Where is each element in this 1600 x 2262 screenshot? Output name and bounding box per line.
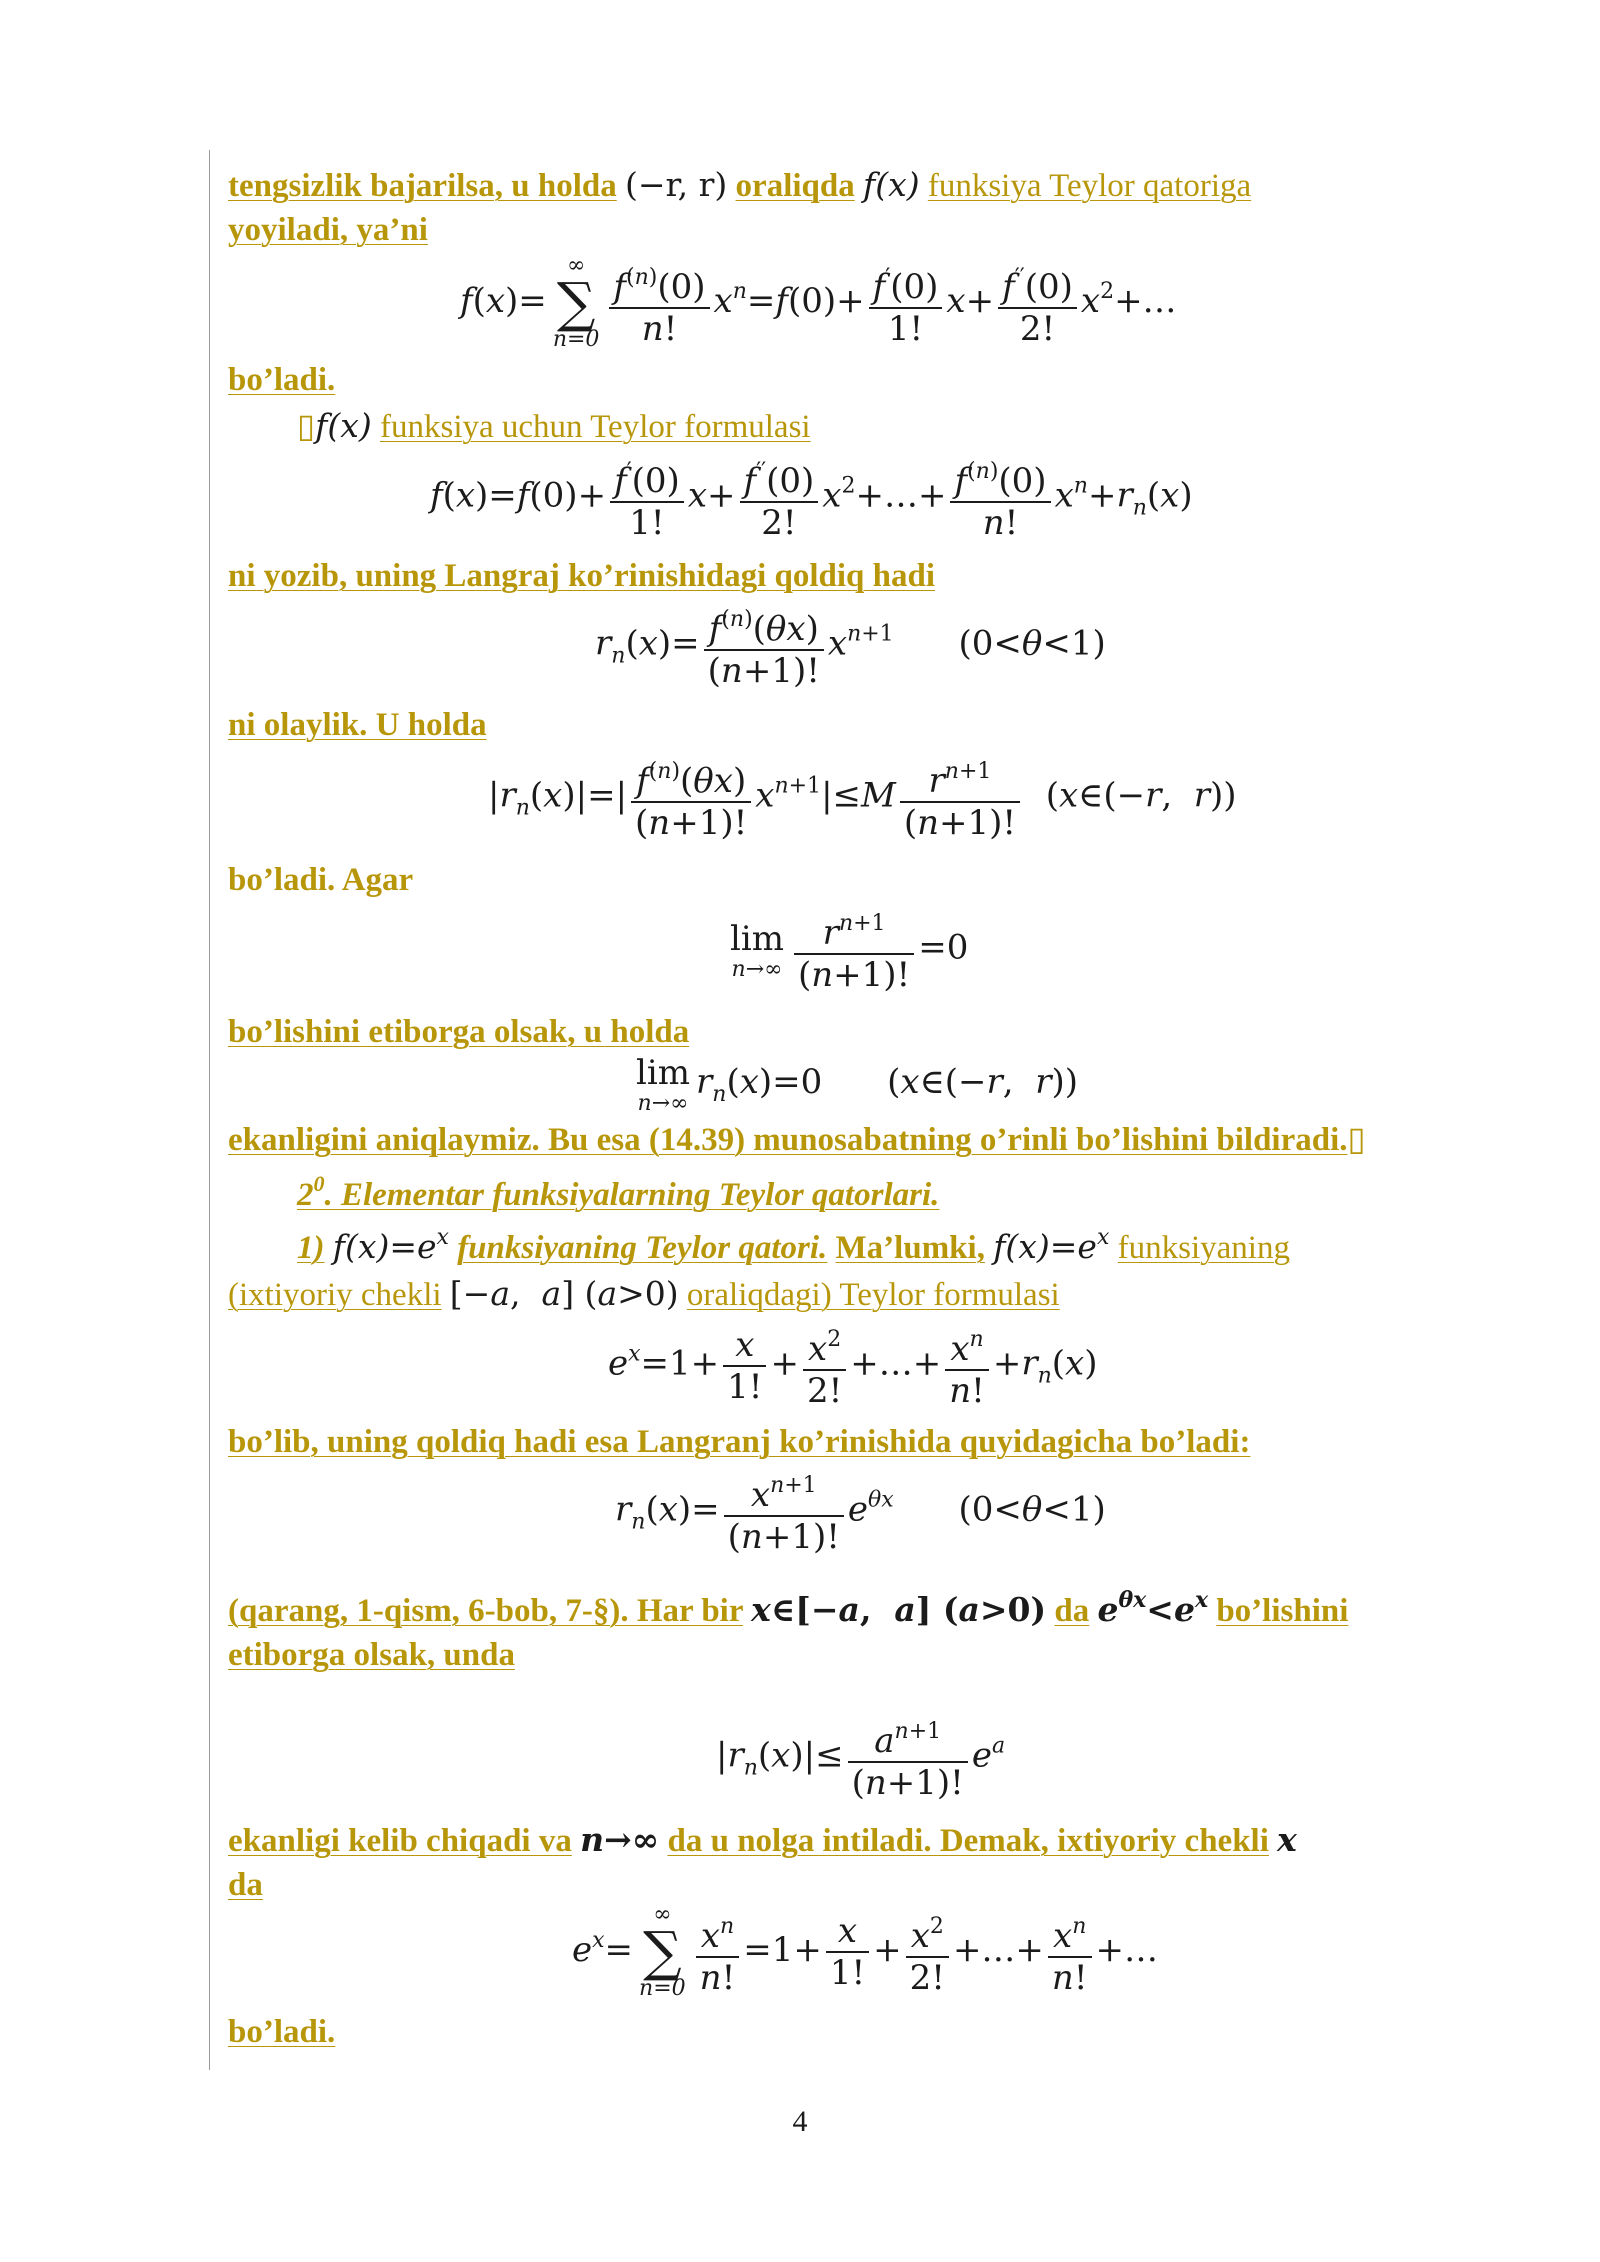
paragraph-5: bo’ladi. Agar	[228, 862, 414, 898]
text-boladi-2: bo’ladi.	[228, 2014, 336, 2050]
equation-exp-series: $e^x=$ ∞ ∑ n=0 $\frac{x^n}{n!}$ =1+ $\frac{x}{1!}$ + $\frac{x^2}{2!}$ +…+ $\frac{x^n}{n!}$ +…	[572, 1902, 1158, 2001]
paragraph-11: ekanligi kelib chiqadi va n→∞ da u nolga intiladi. Demak, ixtiyoriy chekli x da	[228, 1820, 1297, 1903]
equation-exp-remainder: $r_n(x)=$ $\frac{x^{n+1}}{(n+1)!}$ $e^{\theta x}$ (0<θ<1)	[615, 1473, 1106, 1557]
page-number: 4	[792, 2105, 808, 2138]
paragraph-6: bo’lishini etiborga olsak, u holda	[228, 1014, 690, 1050]
equation-remainder-bound: $|r_n(x)|=|$ $\frac{f^{(n)}(\theta x)}{(n+1)!}$ $x^{n+1}|\le M$ $\frac{r^{n+1}}{(n+1)!}$ (x∈(−r, r))	[488, 759, 1237, 843]
paragraph-2	[297, 404, 1477, 449]
text-boladi-1: bo’ladi.	[228, 362, 336, 398]
text-1b: oraliqda	[735, 168, 855, 204]
marker-box: ▯	[297, 409, 316, 445]
paragraph-1	[228, 163, 1480, 252]
paragraph-7: ekanligini aniqlaymiz. Bu esa (14.39) munosabatning o’rinli bo’lishini bildiradi.▯	[228, 1122, 1366, 1158]
equation-limit-1: lim n→∞ $\frac{r^{n+1}}{(n+1)!}$ =0	[730, 911, 969, 995]
section-heading: $2^0$. Elementar funksiyalarning Teylor qatorlari.	[297, 1171, 940, 1213]
paragraph-10: (qarang, 1-qism, 6-bob, 7-§). Har bir x∈[−a, a] (a>0) da $e^{\theta x}<e^x$ bo’lishini etiborga olsak, unda	[228, 1587, 1349, 1673]
equation-taylor-formula: f(x)=f(0)+ $\frac{f'(0)}{1!}$ x+ $\frac{f''(0)}{2!}$ $x^2+\dots+$ $\frac{f^{(n)}(0)}{n!}$ $x^n+r_n(x)$	[430, 459, 1193, 543]
equation-lagrange-remainder: $r_n(x)=$ $\frac{f^{(n)}(\theta x)}{(n+1)!}$ $x^{n+1}$ (0<θ<1)	[595, 607, 1106, 691]
equation-exp-bound: $|r_n(x)|\le$ $\frac{a^{n+1}}{(n+1)!}$ $e^a$	[716, 1719, 1006, 1803]
text-1c: funksiya Teylor qatoriga	[927, 168, 1252, 204]
paragraph-8b: (ixtiyoriy chekli [−a, a] (a>0) oraliqdagi) Teylor formulasi	[228, 1274, 1060, 1313]
paragraph-3: ni yozib, uning Langraj ko’rinishidagi qoldiq hadi	[228, 558, 936, 594]
equation-exp-formula: $e^x=1+$ $\frac{x}{1!}$ + $\frac{x^2}{2!}$ +…+ $\frac{x^n}{n!}$ $+r_n(x)$	[608, 1324, 1098, 1411]
interval-1: (−r, r)	[624, 165, 728, 204]
fx-1: f(x)	[863, 165, 920, 204]
text-2: funksiya uchun Teylor formulasi	[380, 409, 811, 445]
text-1a: tengsizlik bajarilsa, u holda	[228, 168, 617, 204]
paragraph-4: ni olaylik. U holda	[228, 707, 487, 743]
margin-line	[209, 150, 210, 2070]
fx-2: f(x)	[315, 406, 372, 445]
paragraph-8: 1) $f(x)=e^x$ funksiyaning Teylor qatori. Ma’lumki, $f(x)=e^x$ funksiyaning	[297, 1225, 1290, 1266]
equation-limit-2: lim n→∞ $r_n(x)=0$ (x∈(−r, r))	[636, 1053, 1078, 1116]
fx-exp: $f(x)=e^x$	[332, 1225, 449, 1266]
text-1d: yoyiladi, ya’ni	[228, 212, 428, 248]
marker-box: ▯	[1347, 1122, 1366, 1158]
equation-taylor-series: f(x)= ∞ ∑ n=0 $\frac{f^{(n)}(0)}{n!}$ $x^n=f(0)+$ $\frac{f'(0)}{1!}$ x+ $\frac{f''(0)}{2!}$ $x^2+\dots$	[460, 253, 1177, 352]
paragraph-9: bo’lib, uning qoldiq hadi esa Langranj ko’rinishida quyidagicha bo’ladi:	[228, 1424, 1251, 1460]
